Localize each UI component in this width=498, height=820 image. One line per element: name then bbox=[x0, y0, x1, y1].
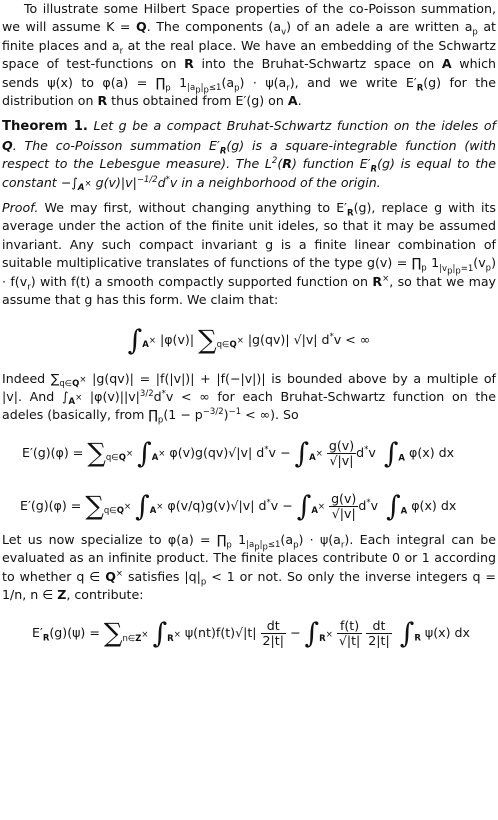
paragraph-indeed: Indeed $\sum_{q\in Q^\times}$ |g(qv)| = |f(|v|)| + |f(−|v|)| is bounded above by a multiple of |v|. And $\int_{A^\times}$ $|\varphi(v)||v|^{3/2}d^*v$ < ∞ for each Bruhat-Schwartz function on the adeles (basically, from $\prod_p(1 - p^{-3/2})^{-1}$ < ∞). So bbox=[2, 370, 497, 426]
equation-c: $E'_R(g)(\psi) = \sum_{n\in Z^\times}$ $\int_{R^\times}$ ψ(nt)f(t)√|t| $\frac{dt}{2|t|}$ − $\int_{R^\times}$ $\frac{f(t)}{√|t|}$ $\frac{dt}{2|t|}$ $\int_R$ ψ(x) dx bbox=[32, 616, 470, 650]
paragraph-intro: To illustrate some Hilbert Space properties of the co-Poisson summation, we will assume K = Q. The components $(a_v)$ of an adele a are written $a_p$ at finite places and $a_r$ at the real place. We have an embedding of the Schwartz space of test-functions on R into the Bruhat-Schwartz space on A which sends ψ(x) to $\varphi(a) = \prod_p$ $1_{|a_p|_p\le 1}(a_p) \cdot \psi(a_r)$, and we write $E'_R(g)$ for the distribution on R thus obtained from E′(g) on A. bbox=[2, 1, 497, 109]
proof-label: Proof. bbox=[2, 200, 39, 216]
theorem-1: Theorem 1. Let g be a compact Bruhat-Schwartz function on the ideles of Q. The co-Poisson summation $E'_R(g)$ is a square-integrable function (with respect to the Lebesgue measure). The $L^2(R)$ function $E'_R(g)$ is equal to the constant $-\int_{A^\times}$ $g(v)|v|^{-1/2}d^*v$ in a neighborhood of the origin. bbox=[2, 118, 496, 194]
paragraph-specialize: Let us now specialize to $\varphi(a) = \prod_p$ $1_{|a_p|_p\le 1}(a_p) \cdot \psi(a_r)$. Each integral can be evaluated as an infinite product. The finite places contribute 0 or 1 according to whether q ∈ Q× satisfies $|q|_p < 1$ or not. So only the inverse integers q = 1/n, n ∈ Z, contribute: bbox=[2, 531, 496, 602]
equation-claim: $\int_{A^\times}$ |φ(v)| $\sum_{q\in Q^\times}$ |g(qv)| √|v| d*v < ∞ bbox=[127, 323, 371, 356]
equation-a: $E'(g)(\varphi) = \sum_{q\in Q^\times}$ $\int_{A^\times}$ φ(v)g(qv)√|v| $d^*v - \int_{A^\times}$ $\frac{g(v)}{√|v|}$ d*v $\int_A$ φ(x) dx bbox=[22, 436, 455, 470]
proof-paragraph: Proof. We may first, without changing anything to $E'_R(g)$, replace g with its average under the action of the finite unit ideles, so that it may be assumed invariant. Any such compact invariant g is a finite linear combination of suitable multiplicative translates of functions of the type $g(v) = \prod_p$ $1_{|v_p|_p=1}(v_p) \cdot f(v_r)$ with f(t) a smooth compactly supported function on R×, so that we may assume that g has this form. We claim that: bbox=[2, 200, 497, 308]
theorem-title: Theorem 1. bbox=[2, 119, 88, 135]
equation-b: $E'(g)(\varphi) = \sum_{q\in Q^\times}$ $\int_{A^\times}$ φ(v/q)g(v)√|v| $d^*v - \int_{A^\times}$ $\frac{g(v)}{√|v|}$ d*v $\int_A$ φ(x) dx bbox=[20, 489, 457, 523]
